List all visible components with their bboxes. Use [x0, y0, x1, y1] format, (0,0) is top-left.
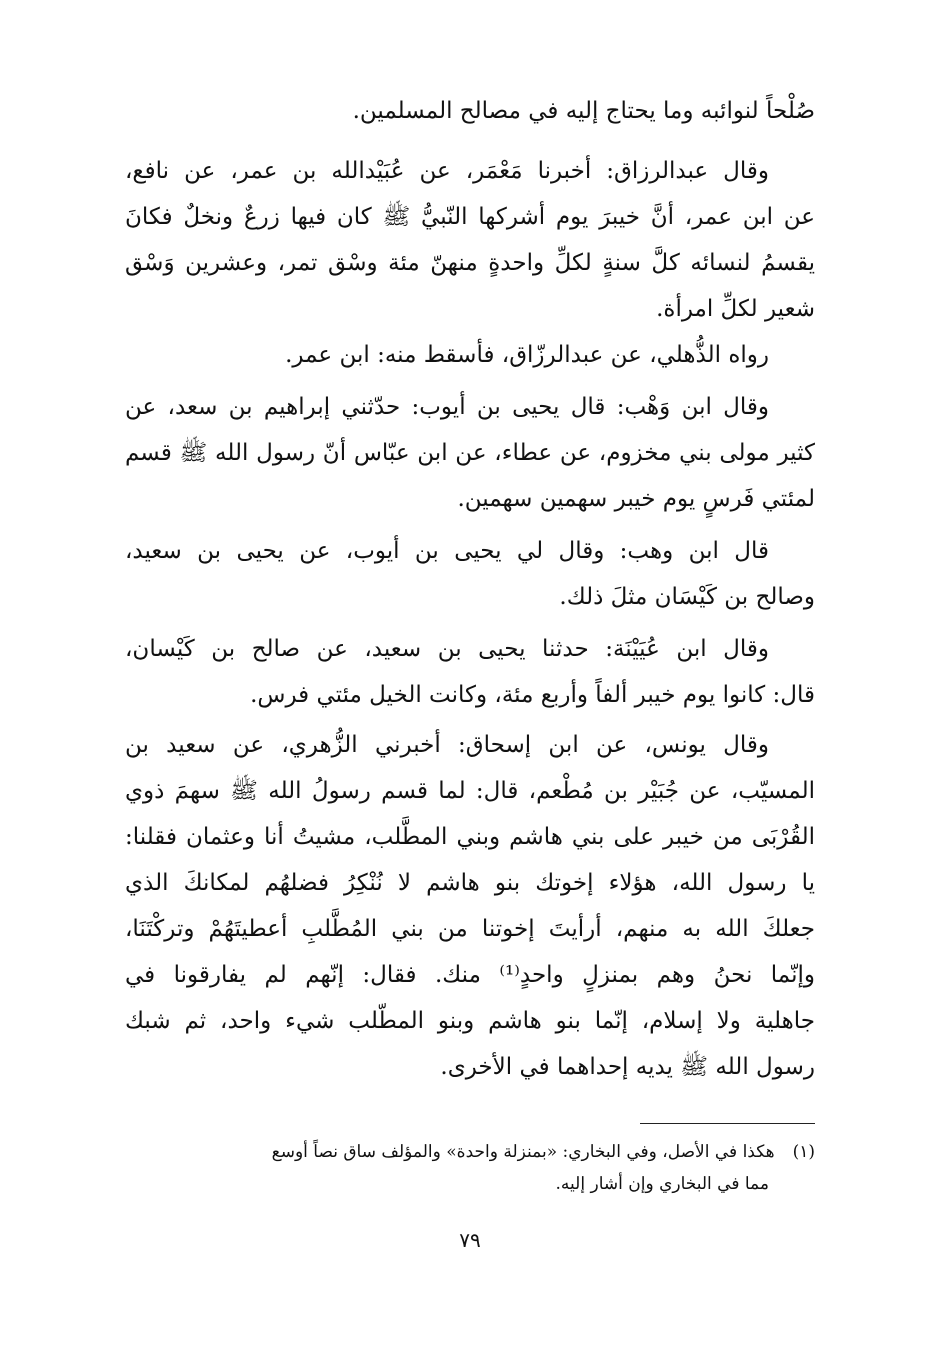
text-line: صُلْحاً لنوائبه وما يحتاج إليه في مصالح المسلمين. — [352, 98, 815, 124]
text-line: وقال يونس، عن ابن إسحاق: أخبرني الزُّهري، عن سعيد بن — [125, 732, 769, 758]
text-line: وقال عبدالرزاق: أخبرنا مَعْمَر، عن عُبَيْدالله بن عمر، عن نافع، — [125, 158, 769, 184]
text-line: كثير مولى بني مخزوم، عن عطاء، عن ابن عبّاس أنّ رسول الله ﷺ قسم — [125, 440, 815, 466]
text-line: المسيّب، عن جُبَيْر بن مُطْعم، قال: لما قسم رسولُ الله ﷺ سهمَ ذوي — [125, 778, 815, 804]
text-line: رسول الله ﷺ يديه إحداهما في الأخرى. — [440, 1054, 815, 1080]
text-line: وقال ابن وَهْب: قال يحيى بن أيوب: حدّثني إبراهيم بن سعد، عن — [125, 394, 769, 420]
text-line: يقسمُ لنسائه كلَّ سنةٍ لكلِّ واحدةٍ منهنّ مئة وسْق تمر، وعشرين وَسْق — [125, 250, 815, 276]
footnote-line — [125, 1136, 815, 1168]
text-line: يا رسول الله، هؤلاء إخوتك بنو هاشم لا نُنْكِرُ فضلهُم لمكانكَ الذي — [125, 870, 815, 896]
footnote-text: مما في البخاري وإن أشار إليه. — [555, 1174, 769, 1194]
text-line: القُرْبَى من خيبر على بني هاشم وبني المطَّلب، مشيتُ أنا وعثمان فقلنا: — [125, 824, 815, 850]
text-line: وإنّما نحنُ وهم بمنزلٍ واحدٍ⁽¹⁾ منك. فقال: إنّهم لم يفارقونا في — [125, 962, 815, 988]
text-line: جعلكَ الله به منهم، أرأيتَ إخوتنا من بني المُطَّلبِ أعطيتَهُمْ وتركْتَنَا، — [125, 916, 815, 942]
text-line: قال ابن وهب: وقال لي يحيى بن أيوب، عن يحيى بن سعيد، — [125, 538, 769, 564]
footnote-divider — [640, 1123, 815, 1124]
text-line: شعير لكلِّ امرأة. — [656, 296, 815, 322]
text-line: جاهلية ولا إسلام، إنّما بنو هاشم وبنو المطّلب شيء واحد، ثم شبك — [125, 1008, 815, 1034]
footnote-marker: (١) — [792, 1142, 815, 1162]
text-line: عن ابن عمر، أنَّ خيبرَ يوم أشركها النّبيُّ ﷺ كان فيها زرعٌ ونخلٌ فكانَ — [125, 204, 815, 230]
text-line: رواه الذُّهلي، عن عبدالرزّاق، فأسقط منه: ابن عمر. — [285, 342, 769, 368]
footnote-text: هكذا في الأصل، وفي البخاري: «بمنزلة واحدة» والمؤلف ساق نصاً أوسع — [271, 1142, 775, 1162]
text-line: قال: كانوا يوم خيبر ألفاً وأربع مئة، وكانت الخيل مئتي فرس. — [250, 682, 815, 708]
text-line: لمئتي فَرسٍ يوم خيبر سهمين سهمين. — [457, 486, 815, 512]
page-number: ٧٩ — [459, 1228, 481, 1252]
footnote-line — [125, 1168, 815, 1200]
text-line: وصالح بن كَيْسَان مثلَ ذلك. — [559, 584, 815, 610]
text-line: وقال ابن عُيَيْنَة: حدثنا يحيى بن سعيد، عن صالح بن كَيْسان، — [125, 636, 769, 662]
